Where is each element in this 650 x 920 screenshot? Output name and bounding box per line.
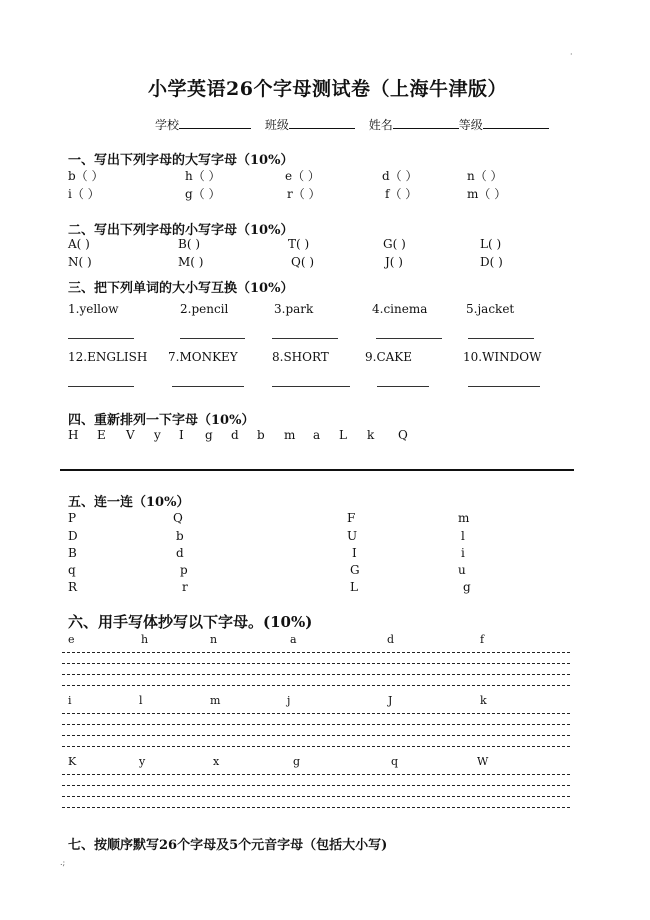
answer-line[interactable] [272, 386, 350, 387]
info-row [155, 116, 549, 133]
match-item[interactable]: u [458, 563, 466, 577]
section1-heading: 一、写出下列字母的大写字母（10%） [68, 153, 294, 168]
writing-line[interactable] [62, 713, 570, 714]
section5-heading: 五、连一连（10%） [68, 495, 190, 510]
copy-letter: W [477, 755, 489, 768]
sec3-word: 5.jacket [466, 302, 515, 316]
sec2-item: G( ) [383, 237, 406, 251]
copy-letter: f [480, 633, 485, 646]
sec2-item: A( ) [68, 237, 90, 251]
sec1-item: r（ ） [287, 187, 321, 201]
sec1-item: d（ ） [382, 169, 418, 183]
answer-line[interactable] [468, 386, 540, 387]
section4-heading: 四、重新排列一下字母（10%） [68, 413, 255, 428]
school-label: 学校 [155, 118, 180, 132]
name-field[interactable] [393, 117, 459, 129]
writing-line[interactable] [62, 724, 570, 725]
sec3-word: 3.park [274, 302, 314, 316]
sec4-letter: V [126, 428, 135, 442]
match-item[interactable]: g [463, 580, 471, 594]
sec1-item: h（ ） [185, 169, 221, 183]
section6-heading: 六、用手写体抄写以下字母。(10%) [68, 613, 313, 631]
sec3-word: 10.WINDOW [463, 350, 542, 364]
copy-letter: m [210, 694, 221, 707]
writing-line[interactable] [62, 785, 570, 786]
sec4-letter: d [231, 428, 239, 442]
sec2-item: J( ) [385, 255, 403, 269]
section-divider [60, 469, 574, 471]
sec4-letter: g [205, 428, 213, 442]
copy-letter: n [210, 633, 218, 646]
match-item[interactable]: q [68, 563, 76, 577]
writing-line[interactable] [62, 774, 570, 775]
sec2-item: N( ) [68, 255, 92, 269]
match-item[interactable]: G [350, 563, 360, 577]
match-item[interactable]: i [461, 546, 465, 560]
page-title: 小学英语26个字母测试卷（上海牛津版） [148, 78, 507, 100]
sec2-item: M( ) [178, 255, 204, 269]
class-label: 班级 [264, 118, 289, 132]
writing-line[interactable] [62, 652, 570, 653]
corner-dot: · [570, 50, 573, 59]
section2-heading: 二、写出下列字母的小写字母（10%） [68, 223, 294, 238]
writing-line[interactable] [62, 796, 570, 797]
match-item[interactable]: Q [173, 511, 183, 525]
sec2-item: D( ) [480, 255, 503, 269]
answer-line[interactable] [468, 338, 534, 339]
sec4-letter: E [97, 428, 106, 442]
match-item[interactable]: p [180, 563, 188, 577]
class-field[interactable] [289, 117, 355, 129]
copy-letter: g [293, 755, 301, 768]
section7-heading: 七、按顺序默写26个字母及5个元音字母（包括大小写) [68, 838, 388, 853]
sec4-letter: a [313, 428, 321, 442]
match-item[interactable]: I [352, 546, 357, 560]
section3-heading: 三、把下列单词的大小写互换（10%） [68, 281, 294, 296]
answer-line[interactable] [272, 338, 338, 339]
match-item[interactable]: l [461, 529, 465, 543]
sec3-word: 12.ENGLISH [68, 350, 148, 364]
match-item[interactable]: D [68, 529, 78, 543]
sec4-letter: H [68, 428, 79, 442]
bottom-mark: .; [60, 858, 66, 867]
answer-line[interactable] [377, 386, 429, 387]
writing-line[interactable] [62, 685, 570, 686]
copy-letter: l [139, 694, 143, 707]
copy-letter: j [287, 694, 291, 707]
grade-label: 等级 [458, 118, 483, 132]
sec1-item: g（ ） [185, 187, 221, 201]
sec4-letter: I [179, 428, 184, 442]
sec1-item: e（ ） [285, 169, 320, 183]
match-item[interactable]: U [347, 529, 358, 543]
copy-letter: i [68, 694, 72, 707]
sec3-word: 1.yellow [68, 302, 119, 316]
writing-line[interactable] [62, 735, 570, 736]
copy-letter: d [387, 633, 395, 646]
sec3-word: 8.SHORT [272, 350, 329, 364]
name-label: 姓名 [368, 118, 393, 132]
writing-line[interactable] [62, 746, 570, 747]
copy-letter: k [480, 694, 487, 707]
match-item[interactable]: b [176, 529, 184, 543]
copy-letter: h [141, 633, 149, 646]
sec4-letter: k [367, 428, 375, 442]
answer-line[interactable] [68, 338, 134, 339]
sec4-letter: Q [398, 428, 408, 442]
sec4-letter: b [257, 428, 265, 442]
sec4-letter: L [339, 428, 347, 442]
copy-letter: J [388, 694, 393, 707]
writing-line[interactable] [62, 807, 570, 808]
copy-letter: x [213, 755, 220, 768]
sec2-item: L( ) [480, 237, 502, 251]
match-item[interactable]: R [68, 580, 78, 594]
match-item[interactable]: m [458, 511, 470, 525]
sec1-item: b（ ） [68, 169, 104, 183]
answer-line[interactable] [180, 338, 245, 339]
match-item[interactable]: d [176, 546, 184, 560]
sec1-item: f（ ） [385, 187, 418, 201]
copy-letter: q [391, 755, 399, 768]
answer-line[interactable] [376, 338, 442, 339]
copy-letter: K [68, 755, 77, 768]
sec1-item: n（ ） [467, 169, 503, 183]
copy-letter: y [139, 755, 146, 768]
sec4-letter: y [154, 428, 161, 442]
sec3-word: 2.pencil [180, 302, 229, 316]
match-item[interactable]: F [347, 511, 356, 525]
match-item[interactable]: L [350, 580, 358, 594]
sec1-item: i（ ） [68, 187, 100, 201]
sec2-item: T( ) [288, 237, 310, 251]
sec3-word: 9.CAKE [365, 350, 413, 364]
match-item[interactable]: r [182, 580, 188, 594]
match-item[interactable]: P [68, 511, 77, 525]
sec2-item: B( ) [178, 237, 200, 251]
school-field[interactable] [179, 117, 251, 129]
writing-line[interactable] [62, 674, 570, 675]
copy-letter: e [68, 633, 75, 646]
sec3-word: 4.cinema [372, 302, 428, 316]
answer-line[interactable] [68, 386, 134, 387]
sec4-letter: m [284, 428, 296, 442]
match-item[interactable]: B [68, 546, 77, 560]
answer-line[interactable] [172, 386, 244, 387]
sec2-item: Q( ) [291, 255, 315, 269]
sec1-item: m（ ） [467, 187, 507, 201]
copy-letter: a [290, 633, 297, 646]
sec3-word: 7.MONKEY [168, 350, 238, 364]
writing-line[interactable] [62, 663, 570, 664]
grade-field[interactable] [483, 117, 549, 129]
